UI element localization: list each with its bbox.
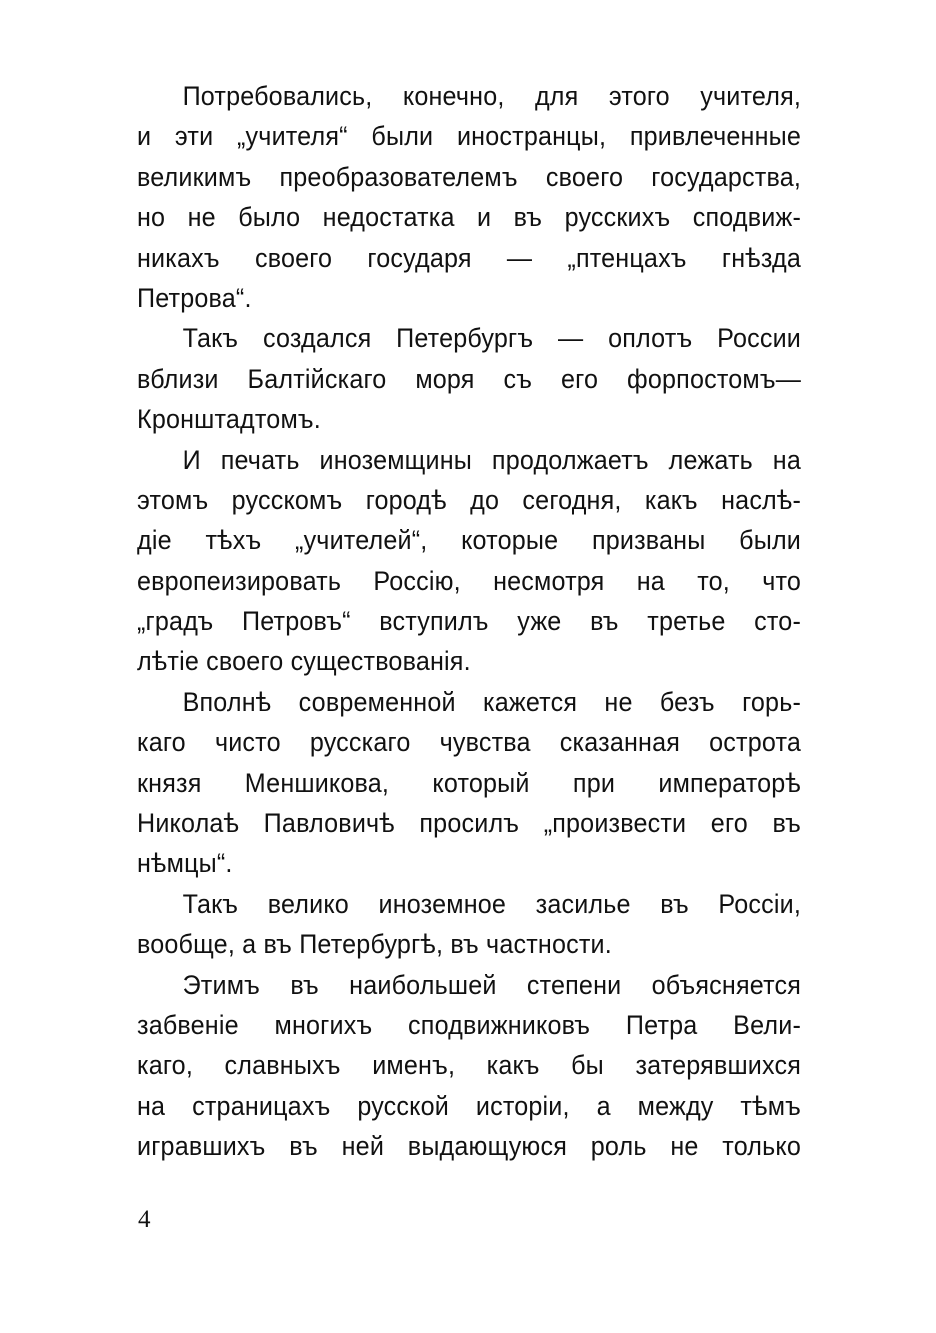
text-line: Вполнѣ современной кажется не безъ горь- xyxy=(182,686,802,717)
text-line: европеизировать Россію, несмотря на то, что xyxy=(137,565,802,596)
text-line: лѣтіе своего существованія. xyxy=(137,646,471,677)
text-line: каго чисто русскаго чувства сказанная острота xyxy=(137,727,802,758)
text-line: забвеніе многихъ сподвижниковъ Петра Вели- xyxy=(137,1009,802,1040)
text-line: великимъ преобразователемъ своего государства, xyxy=(137,161,802,192)
text-line: Николаѣ Павловичѣ просилъ „произвести его въ xyxy=(137,808,802,839)
text-line: князя Меншикова, который при императорѣ xyxy=(137,767,802,798)
text-line: Потребовались, конечно, для этого учителя, xyxy=(182,81,802,111)
text-line: никахъ своего государя — „птенцахъ гнѣзда xyxy=(137,242,802,273)
text-line: И печать иноземщины продолжаетъ лежать на xyxy=(182,444,802,475)
text-line: на страницахъ русской исторіи, а между тѣмъ xyxy=(137,1090,802,1121)
text-line: вообще, а въ Петербургѣ, въ частности. xyxy=(137,929,612,960)
page-number: 4 xyxy=(138,1206,151,1233)
text-line: но не было недостатка и въ русскихъ сподвиж- xyxy=(137,202,802,233)
text-line: Кронштадтомъ. xyxy=(137,404,321,435)
body-text xyxy=(137,76,801,1167)
text-line: Такъ создался Петербургъ — оплотъ России xyxy=(182,323,802,354)
text-line: этомъ русскомъ городѣ до сегодня, какъ наслѣ- xyxy=(137,484,802,515)
text-line: нѣмцы“. xyxy=(137,848,233,879)
text-line: Такъ велико иноземное засилье въ Россіи, xyxy=(182,888,802,919)
text-line: и эти „учителя“ были иностранцы, привлеченные xyxy=(137,121,802,152)
text-line: „градъ Петровъ“ вступилъ уже въ третье сто- xyxy=(137,606,802,637)
text-line: діе тѣхъ „учителей“, которые призваны были xyxy=(137,525,802,556)
text-line: игравшихъ въ ней выдающуюся роль не только xyxy=(137,1131,802,1162)
text-line: Этимъ въ наибольшей степени объясняется xyxy=(182,969,802,1000)
text-line: каго, славныхъ именъ, какъ бы затерявшихся xyxy=(137,1050,802,1081)
text-line: вблизи Балтійскаго моря съ его форпостомъ— xyxy=(137,363,802,394)
text-line: Петрова“. xyxy=(137,282,252,313)
